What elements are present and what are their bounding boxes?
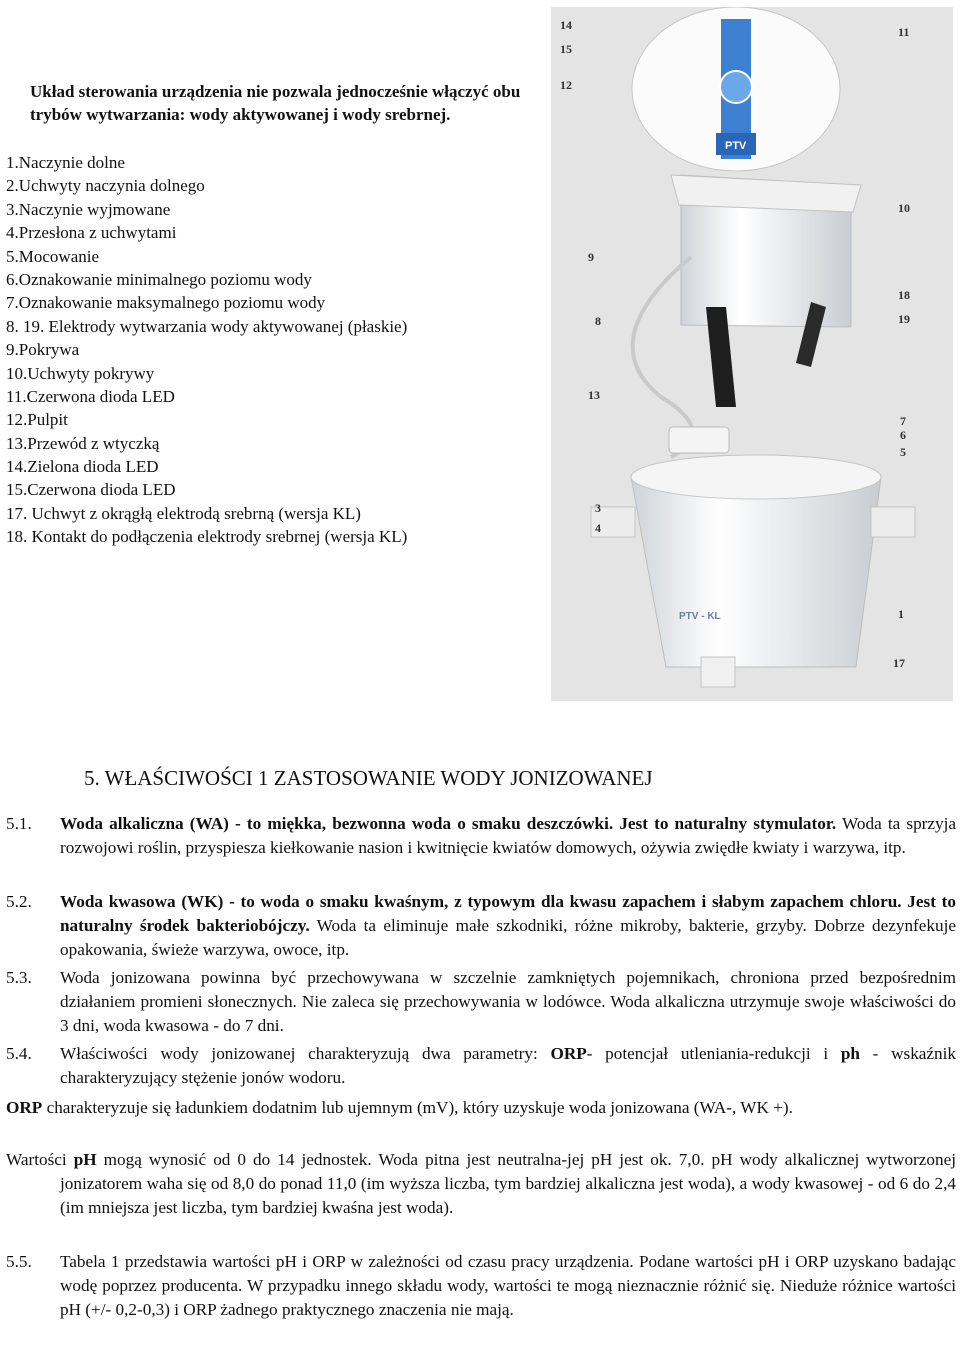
item-number: 17. bbox=[6, 503, 28, 523]
paragraph-orp bbox=[6, 1096, 956, 1120]
paragraph-text: - potencjał utleniania-redukcji i bbox=[586, 1044, 841, 1063]
section-number: 5.4. bbox=[6, 1044, 32, 1063]
callout-label: 10 bbox=[898, 201, 910, 215]
item-number: 3. bbox=[6, 199, 19, 219]
item-label: Uchwyty naczynia dolnego bbox=[18, 176, 205, 196]
item-number: 2. bbox=[6, 176, 19, 196]
list-item bbox=[6, 198, 536, 221]
item-number: 15. bbox=[6, 480, 28, 500]
paragraph-ph bbox=[6, 1148, 956, 1220]
item-label: Przewód z wtyczką bbox=[27, 433, 160, 453]
item-label: Czerwona dioda LED bbox=[27, 480, 176, 500]
item-label: Pulpit bbox=[27, 410, 68, 430]
list-item bbox=[6, 268, 536, 291]
paragraph-text: Woda ta eliminuje małe szkodniki, różne mikroby, bakterie, grzyby. Dobrze dezynfekuje opakowania, świeże warzywa, owoce, itp. bbox=[60, 916, 956, 959]
item-label: Czerwona dioda LED bbox=[26, 386, 175, 406]
callout-label: 1 bbox=[898, 607, 904, 621]
item-label: Naczynie dolne bbox=[18, 153, 125, 172]
item-label: Zielona dioda LED bbox=[27, 457, 159, 477]
callout-label: 4 bbox=[595, 521, 601, 535]
list-item bbox=[6, 525, 536, 548]
callout-label: 8 bbox=[595, 314, 601, 328]
list-item bbox=[6, 245, 536, 268]
section-number: 5.2. bbox=[6, 892, 32, 911]
paragraph-text: charakteryzuje się ładunkiem dodatnim lub ujemnym (mV), który uzyskuje woda jonizowana (WA-, WK +). bbox=[42, 1098, 793, 1117]
paragraph-text: mogą wynosić od 0 do 14 jednostek. Woda pitna jest neutralna-jej pH jest ok. 7,0. pH wody alkalicznej wytworzonej jonizatorem waha się od 8,0 do ponad 11,0 (im wyższa liczba, tym bardziej alkaliczna jest woda), a wody kwasowej - od 6 do 2,4 (im mniejsza jest liczba, tym bardziej kwaśna jest woda). bbox=[60, 1150, 956, 1217]
item-label: Naczynie wyjmowane bbox=[18, 199, 171, 219]
paragraph-text: - wskaźnik charakteryzujący stężenie jonów wodoru. bbox=[60, 1044, 957, 1087]
callout-label: 7 bbox=[900, 414, 906, 428]
list-item bbox=[6, 362, 536, 385]
item-label: Pokrywa bbox=[18, 340, 80, 360]
callout-label: 17 bbox=[893, 656, 905, 670]
callout-label: 6 bbox=[900, 428, 906, 442]
list-item bbox=[6, 478, 536, 501]
item-number: 7. bbox=[6, 293, 19, 313]
list-item bbox=[6, 502, 536, 525]
bold-text: Woda alkaliczna (WA) - to miękka, bezwonna woda o smaku deszczówki. Jest to naturalny stymulator. bbox=[60, 814, 837, 833]
item-number: 6. bbox=[6, 269, 19, 289]
list-item bbox=[6, 221, 536, 244]
item-number: 18. bbox=[6, 527, 28, 547]
list-item bbox=[6, 174, 536, 197]
callout-label: 13 bbox=[588, 388, 600, 402]
paragraph-text: Woda ta sprzyja rozwojowi roślin, przyspiesza kiełkowanie nasion i kwitnięcie kwiatów domowych, ożywia zwiędłe kwiaty i warzywa, itp. bbox=[60, 814, 957, 857]
item-label: Uchwyty pokrywy bbox=[27, 363, 155, 383]
item-label: Mocowanie bbox=[18, 246, 100, 266]
paragraph-text: Woda jonizowana powinna być przechowywana w szczelnie zamkniętych pojemnikach, chroniona przed bezpośrednim działaniem promieni słonecznych. Nie zaleca się przechowywania w lodówce. Woda alkaliczna utrzymuje swoje właściwości do 3 dni, woda kwasowa - do 7 dni. bbox=[60, 968, 956, 1035]
section-number: 5.3. bbox=[6, 968, 32, 987]
item-label: Przesłona z uchwytami bbox=[18, 223, 177, 243]
item-number: 9. bbox=[6, 340, 19, 360]
list-item bbox=[6, 385, 536, 408]
list-item bbox=[6, 291, 536, 314]
item-number: 5. bbox=[6, 246, 19, 266]
bold-text: ORP bbox=[6, 1098, 43, 1117]
paragraph-5-3 bbox=[6, 966, 956, 1038]
bold-text: Woda kwasowa (WK) - to woda o smaku kwaśnym, z typowym dla kwasu zapachem i słabym zapachem chloru. Jest to naturalny środek bakteriobójczy. bbox=[60, 892, 956, 935]
item-label: Kontakt do podłączenia elektrody srebrnej (wersja KL) bbox=[27, 527, 408, 547]
bold-text: pH bbox=[73, 1150, 97, 1169]
list-item bbox=[6, 338, 536, 361]
item-label: Oznakowanie maksymalnego poziomu wody bbox=[18, 293, 326, 313]
item-label: Uchwyt z okrągłą elektrodą srebrną (wersja KL) bbox=[27, 503, 361, 523]
paragraph-5-1 bbox=[6, 812, 956, 860]
section-number: 5.5. bbox=[6, 1252, 32, 1271]
paragraph-5-4 bbox=[6, 1042, 956, 1090]
item-number: 14. bbox=[6, 457, 28, 477]
item-number: 10. bbox=[6, 363, 28, 383]
section-heading: 5. WŁAŚCIWOŚCI 1 ZASTOSOWANIE WODY JONIZOWANEJ bbox=[84, 766, 653, 790]
paragraph-text: Tabela 1 przedstawia wartości pH i ORP w zależności od czasu pracy urządzenia. Podane wartości pH i ORP uzyskano badając wodę poprzez producenta. W przypadku innego składu wody, wartości te mogą nieznacznie różnić się. Nieduże różnice wartości pH (+/- 0,2-0,3) i ORP żadnego praktycznego znaczenia nie mają. bbox=[60, 1252, 956, 1319]
paragraph-5-2 bbox=[6, 890, 956, 962]
item-number: 12. bbox=[6, 410, 28, 430]
device-illustration bbox=[551, 7, 953, 701]
paragraph-5-5 bbox=[6, 1250, 956, 1322]
callout-label: 11 bbox=[898, 25, 910, 39]
list-item bbox=[6, 455, 536, 478]
item-number: 13. bbox=[6, 433, 28, 453]
paragraph-text: Wartości bbox=[6, 1150, 74, 1169]
callout-label: 19 bbox=[898, 312, 910, 326]
list-item bbox=[6, 315, 536, 338]
inner-container-shape bbox=[633, 175, 861, 457]
list-item bbox=[6, 408, 536, 431]
bold-text: ph bbox=[840, 1044, 860, 1063]
paragraph-text: Właściwości wody jonizowanej charakteryzują dwa parametry: bbox=[60, 1044, 551, 1063]
callout-label: 15 bbox=[560, 42, 572, 56]
base-pot-shape bbox=[591, 455, 915, 687]
callout-label: 14 bbox=[560, 18, 572, 32]
item-label: Oznakowanie minimalnego poziomu wody bbox=[18, 269, 312, 289]
item-number: 11. bbox=[6, 386, 27, 406]
callout-label: 3 bbox=[595, 501, 601, 515]
callout-label: 9 bbox=[588, 250, 594, 264]
callout-label: 5 bbox=[900, 445, 906, 459]
lid-brand-label: PTV bbox=[725, 140, 747, 152]
callout-label: 18 bbox=[898, 288, 910, 302]
item-label: Elektrody wytwarzania wody aktywowanej (płaskie) bbox=[48, 316, 408, 336]
item-number: 4. bbox=[6, 223, 19, 243]
callout-label: 12 bbox=[560, 78, 572, 92]
bold-text: ORP bbox=[550, 1044, 587, 1063]
base-brand-label: PTV - KL bbox=[679, 611, 721, 622]
warning-text: Układ sterowania urządzenia nie pozwala jednocześnie włączyć obu trybów wytwarzania: wody aktywowanej i wody srebrnej. bbox=[30, 82, 521, 124]
list-item bbox=[6, 432, 536, 455]
section-number: 5.1. bbox=[6, 814, 32, 833]
item-number: 1. bbox=[6, 153, 19, 172]
device-figure bbox=[551, 7, 953, 701]
item-number: 8. 19. bbox=[6, 316, 45, 336]
parts-list bbox=[6, 151, 536, 549]
list-item bbox=[6, 151, 536, 174]
